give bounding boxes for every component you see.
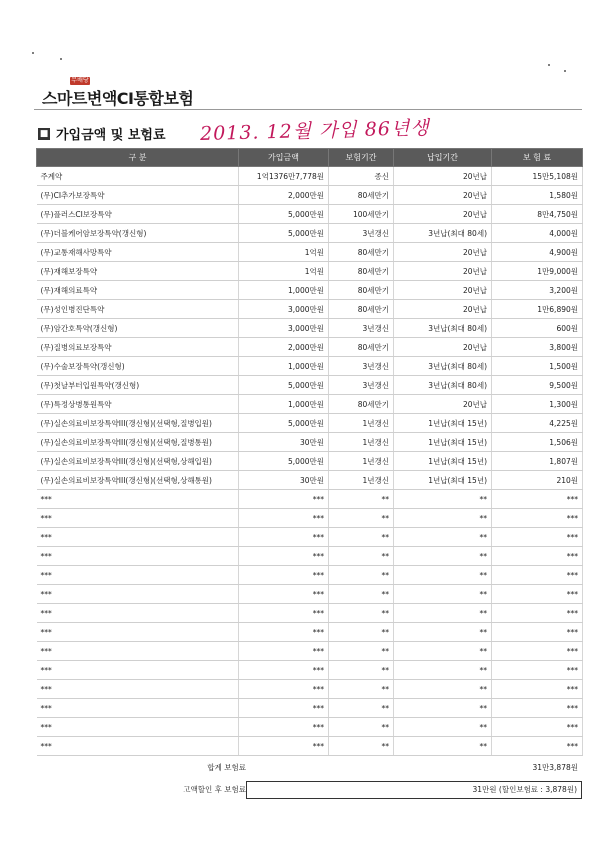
insurance-period-cell: 1년갱신: [329, 433, 394, 452]
premium-cell: 3,800원: [492, 338, 583, 357]
insured-amount-cell: 5,000만원: [239, 205, 329, 224]
premium-cell: ***: [492, 528, 583, 547]
table-row: [37, 737, 583, 756]
payment-period-cell: 3년납(최대 80세): [394, 357, 492, 376]
coverage-name-cell: (무)첫날부터입원특약(갱신형): [37, 376, 239, 395]
section-title: 가입금액 및 보험료: [56, 128, 166, 143]
payment-period-cell: **: [394, 737, 492, 756]
insured-amount-cell: ***: [239, 680, 329, 699]
insurance-period-cell: **: [329, 528, 394, 547]
premium-cell: 1,580원: [492, 186, 583, 205]
payment-period-cell: 20년납: [394, 186, 492, 205]
insured-amount-cell: ***: [239, 661, 329, 680]
table-row: [37, 300, 583, 319]
payment-period-cell: 20년납: [394, 281, 492, 300]
table-row: [37, 623, 583, 642]
premium-cell: 8만4,750원: [492, 205, 583, 224]
table-row: [37, 186, 583, 205]
insured-amount-cell: ***: [239, 699, 329, 718]
coverage-name-cell: 주계약: [37, 167, 239, 186]
insured-amount-cell: ***: [239, 490, 329, 509]
payment-period-cell: **: [394, 680, 492, 699]
insurance-period-cell: **: [329, 642, 394, 661]
table-row: [37, 642, 583, 661]
insurance-period-cell: **: [329, 566, 394, 585]
coverage-name-cell: ***: [37, 642, 239, 661]
product-tag: 무배당: [71, 77, 89, 84]
payment-period-cell: **: [394, 623, 492, 642]
table-row: [37, 509, 583, 528]
insurance-period-cell: **: [329, 680, 394, 699]
table-row: [37, 547, 583, 566]
table-header-row: [37, 149, 583, 167]
premium-cell: ***: [492, 547, 583, 566]
insured-amount-cell: 2,000만원: [239, 338, 329, 357]
insurance-period-cell: **: [329, 718, 394, 737]
table-row: [37, 718, 583, 737]
table-row: [37, 281, 583, 300]
insurance-period-cell: 3년갱신: [329, 319, 394, 338]
insured-amount-cell: ***: [239, 642, 329, 661]
total-premium-value: 31만3,878원: [532, 763, 578, 772]
insured-amount-cell: 1,000만원: [239, 395, 329, 414]
premium-cell: ***: [492, 661, 583, 680]
table-row: [37, 452, 583, 471]
coverage-name-cell: ***: [37, 490, 239, 509]
table-row: [37, 319, 583, 338]
insured-amount-cell: ***: [239, 547, 329, 566]
coverage-name-cell: (무)재해의료특약: [37, 281, 239, 300]
coverage-name-cell: ***: [37, 604, 239, 623]
payment-period-cell: **: [394, 718, 492, 737]
table-row: [37, 395, 583, 414]
insurance-period-cell: 80세만기: [329, 243, 394, 262]
discounted-premium-box: [246, 781, 582, 799]
insured-amount-cell: ***: [239, 623, 329, 642]
coverage-name-cell: (무)성인병진단특약: [37, 300, 239, 319]
insured-amount-cell: 1,000만원: [239, 281, 329, 300]
premium-cell: 1,807원: [492, 452, 583, 471]
coverage-name-cell: (무)실손의료비보장특약III(갱신형)(선택형,상해입원): [37, 452, 239, 471]
table-row: [37, 205, 583, 224]
coverage-name-cell: (무)실손의료비보장특약III(갱신형)(선택형,질병통원): [37, 433, 239, 452]
payment-period-cell: 1년납(최대 15년): [394, 414, 492, 433]
insurance-period-cell: **: [329, 737, 394, 756]
coverage-name-cell: (무)암간호특약(갱신형): [37, 319, 239, 338]
premium-cell: 1,300원: [492, 395, 583, 414]
table-row: [37, 357, 583, 376]
insurance-period-cell: 종신: [329, 167, 394, 186]
payment-period-cell: **: [394, 509, 492, 528]
table-row: [37, 262, 583, 281]
payment-period-cell: 20년납: [394, 167, 492, 186]
table-row: [37, 680, 583, 699]
coverage-name-cell: (무)질병의료보장특약: [37, 338, 239, 357]
premium-cell: 600원: [492, 319, 583, 338]
discounted-premium-row: [36, 781, 582, 799]
premium-cell: 4,000원: [492, 224, 583, 243]
coverage-name-cell: (무)실손의료비보장특약III(갱신형)(선택형,질병입원): [37, 414, 239, 433]
table-row: [37, 661, 583, 680]
premium-cell: 1,500원: [492, 357, 583, 376]
insured-amount-cell: ***: [239, 566, 329, 585]
premium-cell: ***: [492, 642, 583, 661]
handwritten-note: 2013. 12월 가입 86년생: [199, 116, 430, 146]
insured-amount-cell: 5,000만원: [239, 224, 329, 243]
premium-cell: 1,506원: [492, 433, 583, 452]
insured-amount-cell: ***: [239, 528, 329, 547]
premium-cell: ***: [492, 585, 583, 604]
insured-amount-cell: 5,000만원: [239, 376, 329, 395]
insured-amount-cell: 30만원: [239, 433, 329, 452]
column-header: 보험기간: [329, 149, 394, 167]
insurance-period-cell: 100세만기: [329, 205, 394, 224]
section-bullet-icon: ■: [39, 129, 49, 139]
payment-period-cell: **: [394, 642, 492, 661]
insured-amount-cell: ***: [239, 718, 329, 737]
payment-period-cell: 1년납(최대 15년): [394, 471, 492, 490]
insured-amount-cell: 3,000만원: [239, 319, 329, 338]
payment-period-cell: 20년납: [394, 262, 492, 281]
coverage-name-cell: ***: [37, 699, 239, 718]
total-premium-label: 합계 보험료: [207, 763, 246, 772]
payment-period-cell: **: [394, 490, 492, 509]
payment-period-cell: **: [394, 604, 492, 623]
premium-cell: 210원: [492, 471, 583, 490]
insured-amount-cell: 1,000만원: [239, 357, 329, 376]
insurance-period-cell: **: [329, 490, 394, 509]
insurance-period-cell: 1년갱신: [329, 471, 394, 490]
table-body: [37, 167, 583, 756]
insurance-period-cell: **: [329, 623, 394, 642]
insured-amount-cell: ***: [239, 585, 329, 604]
insured-amount-cell: 5,000만원: [239, 414, 329, 433]
coverage-name-cell: ***: [37, 528, 239, 547]
payment-period-cell: 20년납: [394, 300, 492, 319]
insurance-period-cell: 80세만기: [329, 300, 394, 319]
column-header: 납입기간: [394, 149, 492, 167]
premium-cell: 15만5,108원: [492, 167, 583, 186]
insurance-period-cell: **: [329, 509, 394, 528]
table-row: [37, 604, 583, 623]
payment-period-cell: 3년납(최대 80세): [394, 376, 492, 395]
coverage-name-cell: ***: [37, 680, 239, 699]
table-row: [37, 414, 583, 433]
insured-amount-cell: ***: [239, 737, 329, 756]
coverage-name-cell: ***: [37, 718, 239, 737]
premium-cell: 1만9,000원: [492, 262, 583, 281]
insured-amount-cell: 30만원: [239, 471, 329, 490]
premium-cell: 4,900원: [492, 243, 583, 262]
payment-period-cell: **: [394, 661, 492, 680]
premium-cell: 1만6,890원: [492, 300, 583, 319]
coverage-name-cell: (무)수술보장특약(갱신형): [37, 357, 239, 376]
table-row: [37, 338, 583, 357]
payment-period-cell: **: [394, 547, 492, 566]
table-row: [37, 471, 583, 490]
insurance-period-cell: 80세만기: [329, 395, 394, 414]
coverage-name-cell: (무)플러스CI보장특약: [37, 205, 239, 224]
table-row: [37, 224, 583, 243]
premium-cell: ***: [492, 718, 583, 737]
payment-period-cell: 1년납(최대 15년): [394, 433, 492, 452]
coverage-name-cell: ***: [37, 661, 239, 680]
premium-cell: 9,500원: [492, 376, 583, 395]
coverage-name-cell: ***: [37, 509, 239, 528]
premium-table: [36, 148, 583, 756]
payment-period-cell: 20년납: [394, 338, 492, 357]
coverage-name-cell: (무)재해보장특약: [37, 262, 239, 281]
payment-period-cell: **: [394, 699, 492, 718]
premium-cell: 4,225원: [492, 414, 583, 433]
insured-amount-cell: ***: [239, 604, 329, 623]
payment-period-cell: **: [394, 528, 492, 547]
insurance-period-cell: 80세만기: [329, 281, 394, 300]
coverage-name-cell: (무)CI추가보장특약: [37, 186, 239, 205]
insured-amount-cell: 1억원: [239, 262, 329, 281]
total-premium-row: [36, 759, 582, 777]
coverage-name-cell: ***: [37, 585, 239, 604]
table-row: [37, 699, 583, 718]
insurance-period-cell: 3년갱신: [329, 224, 394, 243]
insured-amount-cell: 3,000만원: [239, 300, 329, 319]
insurance-period-cell: 1년갱신: [329, 452, 394, 471]
column-header: 구 분: [37, 149, 239, 167]
premium-cell: ***: [492, 490, 583, 509]
coverage-name-cell: ***: [37, 566, 239, 585]
insurance-period-cell: 3년갱신: [329, 357, 394, 376]
insurance-period-cell: 3년갱신: [329, 376, 394, 395]
payment-period-cell: **: [394, 585, 492, 604]
payment-period-cell: 3년납(최대 80세): [394, 224, 492, 243]
payment-period-cell: 1년납(최대 15년): [394, 452, 492, 471]
coverage-name-cell: (무)특정상병통원특약: [37, 395, 239, 414]
title-divider: [34, 109, 582, 110]
column-header: 가입금액: [239, 149, 329, 167]
insured-amount-cell: 2,000만원: [239, 186, 329, 205]
insured-amount-cell: ***: [239, 509, 329, 528]
insured-amount-cell: 1억1376만7,778원: [239, 167, 329, 186]
table-row: [37, 167, 583, 186]
insurance-period-cell: **: [329, 604, 394, 623]
table-row: [37, 528, 583, 547]
insurance-period-cell: 80세만기: [329, 338, 394, 357]
insurance-period-cell: **: [329, 585, 394, 604]
table-row: [37, 376, 583, 395]
coverage-name-cell: ***: [37, 547, 239, 566]
discounted-premium-label: 고액할인 후 보험료: [183, 785, 246, 794]
table-row: [37, 566, 583, 585]
product-title: 스마트변액CI통합보험: [42, 89, 194, 108]
insurance-period-cell: **: [329, 699, 394, 718]
payment-period-cell: **: [394, 566, 492, 585]
insured-amount-cell: 1억원: [239, 243, 329, 262]
table-row: [37, 433, 583, 452]
premium-cell: ***: [492, 680, 583, 699]
payment-period-cell: 3년납(최대 80세): [394, 319, 492, 338]
payment-period-cell: 20년납: [394, 205, 492, 224]
table-row: [37, 585, 583, 604]
coverage-name-cell: (무)더블케어암보장특약(갱신형): [37, 224, 239, 243]
insurance-period-cell: **: [329, 547, 394, 566]
payment-period-cell: 20년납: [394, 395, 492, 414]
insurance-period-cell: 1년갱신: [329, 414, 394, 433]
insurance-period-cell: 80세만기: [329, 262, 394, 281]
premium-cell: ***: [492, 737, 583, 756]
premium-cell: 3,200원: [492, 281, 583, 300]
payment-period-cell: 20년납: [394, 243, 492, 262]
coverage-name-cell: ***: [37, 623, 239, 642]
table-row: [37, 243, 583, 262]
coverage-name-cell: ***: [37, 737, 239, 756]
premium-cell: ***: [492, 604, 583, 623]
coverage-name-cell: (무)실손의료비보장특약III(갱신형)(선택형,상해통원): [37, 471, 239, 490]
insurance-period-cell: 80세만기: [329, 186, 394, 205]
premium-cell: ***: [492, 509, 583, 528]
discounted-premium-value: 31만원 (할인보험료 : 3,878원): [472, 785, 577, 794]
column-header: 보 험 료: [492, 149, 583, 167]
table-row: [37, 490, 583, 509]
premium-cell: ***: [492, 699, 583, 718]
coverage-name-cell: (무)교통재해사망특약: [37, 243, 239, 262]
premium-cell: ***: [492, 623, 583, 642]
premium-cell: ***: [492, 566, 583, 585]
insured-amount-cell: 5,000만원: [239, 452, 329, 471]
insurance-period-cell: **: [329, 661, 394, 680]
